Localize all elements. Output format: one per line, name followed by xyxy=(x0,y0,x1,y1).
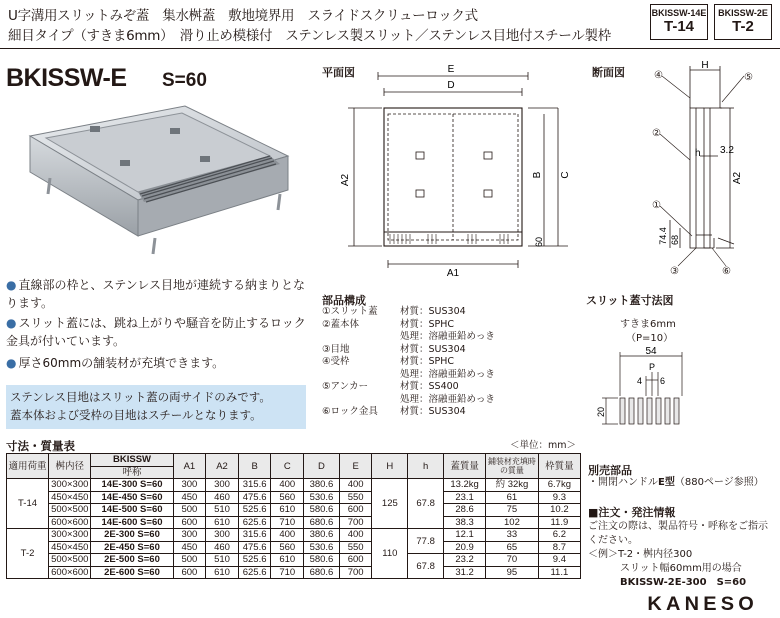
cell-D: 580.6 xyxy=(304,554,340,567)
cell-lid: 28.6 xyxy=(444,504,486,517)
optional-parts-post: （880ページ参照） xyxy=(674,477,764,488)
cell-filled: 33 xyxy=(486,529,539,542)
dim-A1: A1 xyxy=(446,268,460,279)
table-row xyxy=(7,479,581,492)
cell-A2: 460 xyxy=(206,491,239,504)
cell-lid: 23.1 xyxy=(444,491,486,504)
cell-name: 2E-600 S=60 xyxy=(91,566,173,579)
cell-frame: 8.7 xyxy=(538,541,580,554)
col-B: B xyxy=(238,454,271,479)
order-line-2: ください。 xyxy=(588,535,638,546)
order-title: ■注文・発注情報 xyxy=(588,506,676,519)
part-label: 材質： xyxy=(400,356,429,367)
cell-A2: 610 xyxy=(206,566,239,579)
part-value: SUS304 xyxy=(428,306,466,317)
model-spec: S=60 xyxy=(162,70,207,91)
cell-h: 67.8 xyxy=(408,479,444,529)
part-name: ⑥ロック金具 xyxy=(322,406,378,417)
cell-A1: 450 xyxy=(173,491,206,504)
cell-frame: 10.2 xyxy=(538,504,580,517)
marker-5: ⑤ xyxy=(744,72,753,83)
note-box xyxy=(6,385,306,429)
col-call: 呼称 xyxy=(91,466,173,479)
cell-inner: 300×300 xyxy=(49,479,91,492)
spec-table xyxy=(6,453,581,579)
order-example-1: ＜例＞T-2・桝内径300 xyxy=(588,549,693,560)
col-C: C xyxy=(271,454,304,479)
feature-item xyxy=(6,354,311,372)
header-line-2: 細目タイプ（すきま6mm） 滑り止め模様付 ステンレス製スリット／ステンレス目地付スチール製枠 xyxy=(8,28,611,44)
cell-E: 700 xyxy=(339,516,372,529)
parts-title: 部品構成 xyxy=(322,294,366,307)
dim-60: 60 xyxy=(534,236,544,248)
cell-filled: 61 xyxy=(486,491,539,504)
part-label: 材質： xyxy=(400,318,429,330)
cell-A1: 300 xyxy=(173,479,206,492)
feature-text: 直線部の枠と、ステンレス目地が連続する納まりとなります。 xyxy=(6,278,305,310)
part-value: SS400 xyxy=(428,381,459,392)
feature-text: 厚さ60mmの舗装材が充填できます。 xyxy=(18,356,225,370)
table-row xyxy=(7,504,581,517)
order-example-2: スリット幅60mm用の場合 xyxy=(620,563,742,574)
cell-load: T-14 xyxy=(7,479,49,529)
slit-title: スリット蓋寸法図 xyxy=(586,294,674,307)
cell-frame: 6.2 xyxy=(538,529,580,542)
code-badge-small: BKISSW-14E xyxy=(651,8,707,18)
part-label: 処理： xyxy=(400,368,429,380)
cell-A2: 610 xyxy=(206,516,239,529)
code-badge-t2 xyxy=(714,4,772,40)
order-line-1: ご注文の際は、製品符号・呼称をご指示 xyxy=(588,521,768,532)
cell-inner: 600×600 xyxy=(49,566,91,579)
cell-B: 625.6 xyxy=(238,566,271,579)
cell-E: 700 xyxy=(339,566,372,579)
cell-A2: 300 xyxy=(206,479,239,492)
cell-A1: 300 xyxy=(173,529,206,542)
slit-gap: すきま6mm xyxy=(620,319,676,330)
table-header-row xyxy=(7,454,581,467)
cell-name: 2E-300 S=60 xyxy=(91,529,173,542)
part-value: 溶融亜鉛めっき xyxy=(428,393,495,405)
slit-dim-20: 20 xyxy=(596,406,606,418)
bullet-icon: ● xyxy=(6,356,17,370)
cell-lid: 31.2 xyxy=(444,566,486,579)
cell-E: 600 xyxy=(339,504,372,517)
cell-H: 110 xyxy=(372,529,408,579)
dim-D: D xyxy=(447,80,455,91)
part-name: ④受枠 xyxy=(322,356,350,367)
col-load: 適用荷重 xyxy=(7,454,49,479)
part-value: SPHC xyxy=(428,318,455,330)
bullet-icon: ● xyxy=(6,278,17,292)
section-view-label: 断面図 xyxy=(592,66,625,79)
cell-E: 550 xyxy=(339,541,372,554)
col-A1: A1 xyxy=(173,454,206,479)
cell-frame: 11.1 xyxy=(538,566,580,579)
part-label: 材質： xyxy=(400,343,429,355)
cell-B: 475.6 xyxy=(238,541,271,554)
cell-frame: 11.9 xyxy=(538,516,580,529)
cell-B: 625.6 xyxy=(238,516,271,529)
part-value: 溶融亜鉛めっき xyxy=(428,331,495,342)
slit-pitch: （P=10） xyxy=(626,333,674,344)
cell-filled: 95 xyxy=(486,566,539,579)
parts-row xyxy=(322,331,495,344)
cell-name: 14E-500 S=60 xyxy=(91,504,173,517)
cell-A1: 600 xyxy=(173,516,206,529)
cell-A2: 510 xyxy=(206,554,239,567)
col-frame-mass: 枠質量 xyxy=(538,454,580,479)
feature-item xyxy=(6,276,311,312)
note-line-1: ステンレス目地はスリット蓋の両サイドのみです。 xyxy=(10,390,271,404)
cell-name: 14E-300 S=60 xyxy=(91,479,173,492)
model-name: BKISSW-E xyxy=(6,64,127,92)
part-label: 材質： xyxy=(400,306,429,317)
cell-E: 400 xyxy=(339,479,372,492)
cell-load: T-2 xyxy=(7,529,49,579)
table-row xyxy=(7,516,581,529)
parts-row xyxy=(322,306,495,319)
optional-parts-line xyxy=(588,476,764,490)
cell-filled: 65 xyxy=(486,541,539,554)
table-row xyxy=(7,541,581,554)
parts-row xyxy=(322,381,495,394)
col-h: h xyxy=(408,454,444,479)
parts-list xyxy=(322,306,495,419)
cell-A2: 300 xyxy=(206,529,239,542)
cell-C: 560 xyxy=(271,491,304,504)
cell-inner: 500×500 xyxy=(49,554,91,567)
cell-name: 14E-450 S=60 xyxy=(91,491,173,504)
col-inner: 桝内径 xyxy=(49,454,91,479)
cell-frame: 9.3 xyxy=(538,491,580,504)
cell-C: 710 xyxy=(271,516,304,529)
part-label: 材質： xyxy=(400,381,429,392)
cell-E: 600 xyxy=(339,554,372,567)
cell-lid: 38.3 xyxy=(444,516,486,529)
order-example-3: BKISSW-2E-300 S=60 xyxy=(620,577,747,588)
cell-A2: 460 xyxy=(206,541,239,554)
part-label: 処理： xyxy=(400,331,429,342)
cell-A1: 450 xyxy=(173,541,206,554)
cell-C: 400 xyxy=(271,529,304,542)
cell-C: 710 xyxy=(271,566,304,579)
cell-name: 2E-450 S=60 xyxy=(91,541,173,554)
marker-1: ① xyxy=(652,200,661,211)
cell-H: 125 xyxy=(372,479,408,529)
feature-text: スリット蓋には、跳ね上がりや騒音を防止するロック金具が付いています。 xyxy=(6,316,306,348)
slit-dim-6: 6 xyxy=(660,376,666,386)
sec-dim-h: h xyxy=(695,148,701,159)
cell-B: 315.6 xyxy=(238,479,271,492)
cell-C: 400 xyxy=(271,479,304,492)
sec-dim-68: 68 xyxy=(670,234,680,246)
part-label: 材質： xyxy=(400,406,429,417)
part-label: 処理： xyxy=(400,393,429,405)
cell-C: 610 xyxy=(271,504,304,517)
parts-row xyxy=(322,369,495,382)
cell-inner: 450×450 xyxy=(49,491,91,504)
col-E: E xyxy=(339,454,372,479)
table-row xyxy=(7,554,581,567)
sec-dim-32: 3.2 xyxy=(720,145,734,156)
cell-frame: 6.7kg xyxy=(538,479,580,492)
table-row xyxy=(7,491,581,504)
cell-E: 400 xyxy=(339,529,372,542)
parts-row xyxy=(322,356,495,369)
part-value: SUS304 xyxy=(428,343,466,355)
plan-view-drawing xyxy=(318,62,580,280)
cell-name: 14E-600 S=60 xyxy=(91,516,173,529)
cell-name: 2E-500 S=60 xyxy=(91,554,173,567)
brand-logo: KANESO xyxy=(647,594,758,615)
dim-C: C xyxy=(560,171,571,179)
product-illustration xyxy=(20,98,300,258)
table-row xyxy=(7,566,581,579)
parts-row xyxy=(322,394,495,407)
col-filled-mass: 鋪装材充填時 の質量 xyxy=(486,454,539,479)
slit-dim-54: 54 xyxy=(645,346,657,357)
marker-6: ⑥ xyxy=(722,266,731,277)
sec-dim-744: 74.4 xyxy=(658,227,668,245)
header-line-1: U字溝用スリットみぞ蓋 集水桝蓋 敷地境界用 スライドスクリューロック式 xyxy=(8,8,478,24)
part-value: SPHC xyxy=(428,356,455,367)
cell-inner: 600×600 xyxy=(49,516,91,529)
bullet-icon: ● xyxy=(6,316,17,330)
parts-row xyxy=(322,344,495,357)
part-name: ①スリット蓋 xyxy=(322,306,378,317)
cell-A1: 500 xyxy=(173,504,206,517)
col-lid-mass: 蓋質量 xyxy=(444,454,486,479)
cell-D: 530.6 xyxy=(304,491,340,504)
cell-h: 67.8 xyxy=(408,554,444,579)
section-view-drawing xyxy=(640,60,770,282)
optional-parts-pre: ・開閉ハンドル xyxy=(588,477,658,488)
slit-dim-p: P xyxy=(648,362,656,372)
cell-D: 680.6 xyxy=(304,516,340,529)
table-row xyxy=(7,529,581,542)
cell-filled: 約 32kg xyxy=(486,479,539,492)
table-title: 寸法・質量表 xyxy=(6,439,75,453)
cell-lid: 20.9 xyxy=(444,541,486,554)
cell-h: 77.8 xyxy=(408,529,444,554)
cell-D: 380.6 xyxy=(304,479,340,492)
cell-inner: 300×300 xyxy=(49,529,91,542)
slit-dim-4: 4 xyxy=(637,376,643,386)
cell-D: 580.6 xyxy=(304,504,340,517)
cell-C: 560 xyxy=(271,541,304,554)
part-value: SUS304 xyxy=(428,406,466,417)
marker-2: ② xyxy=(652,128,661,139)
cell-lid: 12.1 xyxy=(444,529,486,542)
optional-parts-title: 別売部品 xyxy=(588,464,632,477)
sec-dim-A2: A2 xyxy=(732,171,743,185)
col-H: H xyxy=(372,454,408,479)
header-rule xyxy=(0,48,780,49)
sec-dim-H: H xyxy=(701,60,709,71)
cell-A1: 600 xyxy=(173,566,206,579)
dim-A2: A2 xyxy=(340,173,351,187)
parts-row xyxy=(322,406,495,419)
slit-drawing xyxy=(596,344,706,430)
cell-frame: 9.4 xyxy=(538,554,580,567)
cell-A1: 500 xyxy=(173,554,206,567)
cell-E: 550 xyxy=(339,491,372,504)
cell-filled: 102 xyxy=(486,516,539,529)
code-badge-t14 xyxy=(650,4,708,40)
marker-4: ④ xyxy=(654,70,663,81)
table-unit: ＜単位：mm＞ xyxy=(510,440,577,451)
cell-B: 315.6 xyxy=(238,529,271,542)
part-value: 溶融亜鉛めっき xyxy=(428,368,495,380)
cell-inner: 500×500 xyxy=(49,504,91,517)
cell-D: 680.6 xyxy=(304,566,340,579)
cell-D: 380.6 xyxy=(304,529,340,542)
code-badge-large: T-2 xyxy=(732,18,754,35)
feature-item xyxy=(6,314,311,350)
plan-view-label: 平面図 xyxy=(322,66,355,79)
part-name: ⑤アンカー xyxy=(322,381,369,392)
cell-B: 525.6 xyxy=(238,504,271,517)
cell-D: 530.6 xyxy=(304,541,340,554)
cell-C: 610 xyxy=(271,554,304,567)
col-A2: A2 xyxy=(206,454,239,479)
optional-parts-bold: E型 xyxy=(658,477,675,488)
cell-lid: 13.2kg xyxy=(444,479,486,492)
parts-row xyxy=(322,319,495,332)
cell-B: 525.6 xyxy=(238,554,271,567)
part-name: ②蓋本体 xyxy=(322,318,360,330)
part-name: ③目地 xyxy=(322,343,350,355)
dim-B: B xyxy=(532,171,543,179)
note-line-2: 蓋本体および受枠の目地はスチールとなります。 xyxy=(10,408,262,422)
col-D: D xyxy=(304,454,340,479)
code-badge-large: T-14 xyxy=(663,18,694,35)
col-series: BKISSW xyxy=(91,454,173,467)
cell-inner: 450×450 xyxy=(49,541,91,554)
marker-3: ③ xyxy=(670,266,679,277)
dim-E: E xyxy=(447,64,455,75)
cell-B: 475.6 xyxy=(238,491,271,504)
cell-filled: 70 xyxy=(486,554,539,567)
cell-filled: 75 xyxy=(486,504,539,517)
cell-lid: 23.2 xyxy=(444,554,486,567)
code-badge-small: BKISSW-2E xyxy=(718,8,768,18)
cell-A2: 510 xyxy=(206,504,239,517)
